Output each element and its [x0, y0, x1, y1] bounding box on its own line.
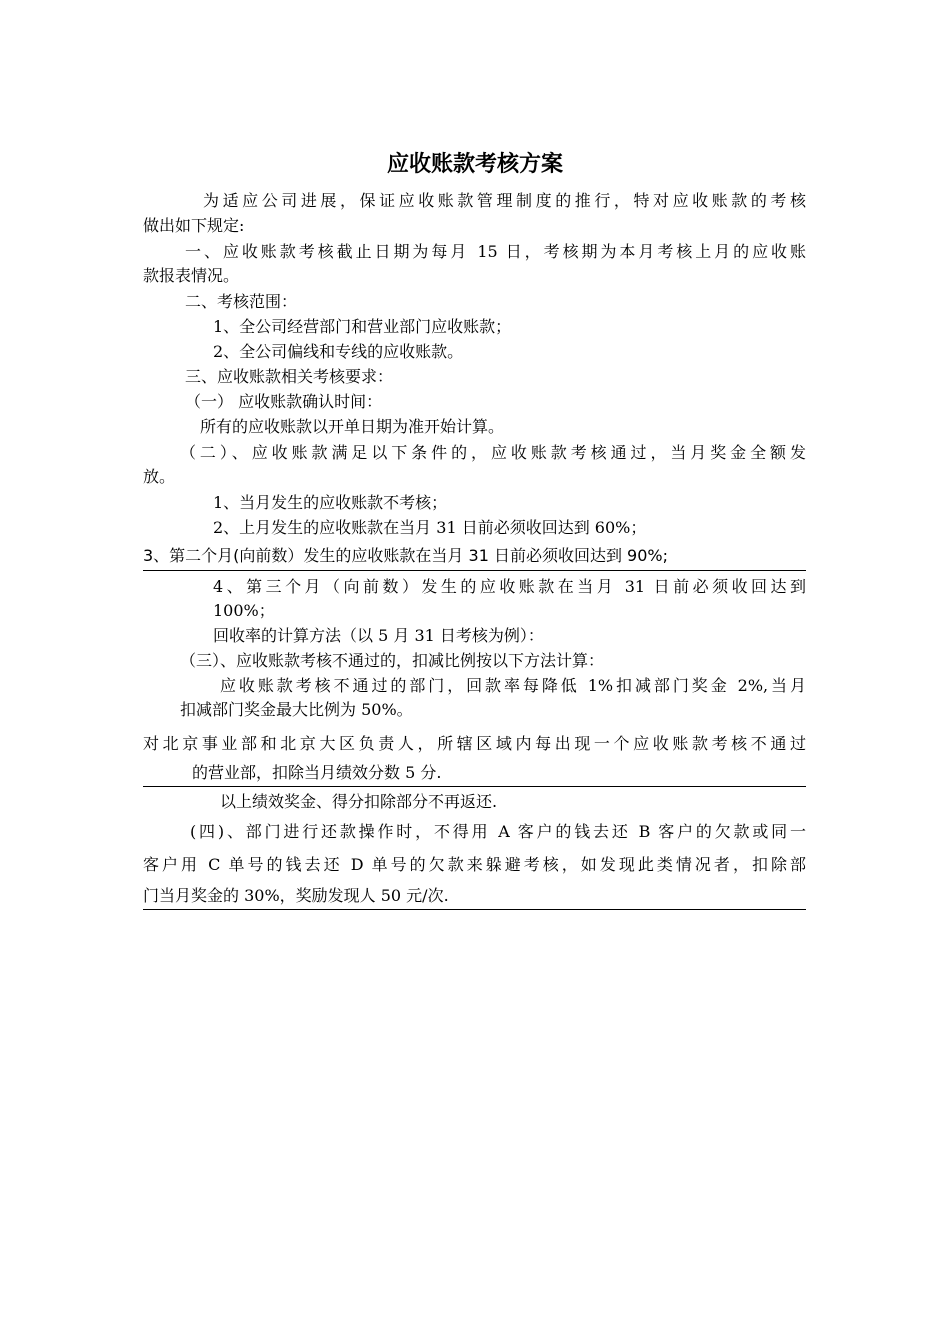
paragraph-line: 放。: [143, 467, 176, 486]
paragraph-line: 客户用 C 单号的钱去还 D 单号的欠款来躲避考核，如发现此类情况者，扣除部: [143, 855, 806, 874]
subsection-heading: （二）、应收账款满足以下条件的，应收账款考核通过，当月奖金全额发: [180, 443, 806, 462]
subsection-heading: （一） 应收账款确认时间：: [185, 392, 383, 411]
list-item: 1、当月发生的应收账款不考核；: [213, 493, 448, 512]
document-title: 应收账款考核方案: [386, 152, 563, 177]
paragraph-line: 应收账款考核不通过的部门，回款率每降低 1%扣减部门奖金 2%,当月: [220, 676, 806, 695]
list-item: 3、第二个月(向前数）发生的应收账款在当月 31 日前必须收回达到 90%;: [143, 546, 668, 565]
subsection-heading: （三）、应收账款考核不通过的，扣减比例按以下方法计算：: [180, 651, 605, 670]
paragraph-line: 为适应公司进展，保证应收账款管理制度的推行，特对应收账款的考核: [203, 191, 806, 210]
paragraph-line: 所有的应收账款以开单日期为准开始计算。: [200, 417, 505, 436]
paragraph-line: (四)、部门进行还款操作时，不得用 A 客户的钱去还 B 客户的欠款或同一: [190, 822, 806, 841]
paragraph-line: 门当月奖金的 30%，奖励发现人 50 元/次.: [143, 886, 449, 905]
horizontal-rule: [143, 570, 806, 571]
list-item: 4、第三个月（向前数）发生的应收账款在当月 31 日前必须收回达到: [213, 577, 806, 596]
list-item: 100%；: [213, 601, 275, 620]
paragraph-line: 一、应收账款考核截止日期为每月 15 日，考核期为本月考核上月的应收账: [185, 242, 806, 261]
paragraph-line: 以上绩效奖金、得分扣除部分不再返还.: [220, 792, 498, 811]
horizontal-rule: [143, 786, 806, 787]
horizontal-rule: [143, 909, 806, 910]
paragraph-line: 对北京事业部和北京大区负责人，所辖区域内每出现一个应收账款考核不通过: [143, 734, 806, 753]
section-heading: 二、考核范围：: [185, 292, 298, 311]
paragraph-line: 的营业部，扣除当月绩效分数 5 分.: [192, 763, 442, 782]
list-item: 2、上月发生的应收账款在当月 31 日前必须收回达到 60%；: [213, 518, 647, 537]
paragraph-line: 扣减部门奖金最大比例为 50%。: [180, 700, 413, 719]
paragraph-line: 回收率的计算方法（以 5 月 31 日考核为例）：: [213, 626, 544, 645]
paragraph-line: 款报表情况。: [143, 266, 240, 285]
list-item: 2、全公司偏线和专线的应收账款。: [213, 342, 464, 361]
paragraph-line: 做出如下规定:: [143, 216, 245, 235]
section-heading: 三、应收账款相关考核要求：: [185, 367, 394, 386]
list-item: 1、全公司经营部门和营业部门应收账款；: [213, 317, 512, 336]
